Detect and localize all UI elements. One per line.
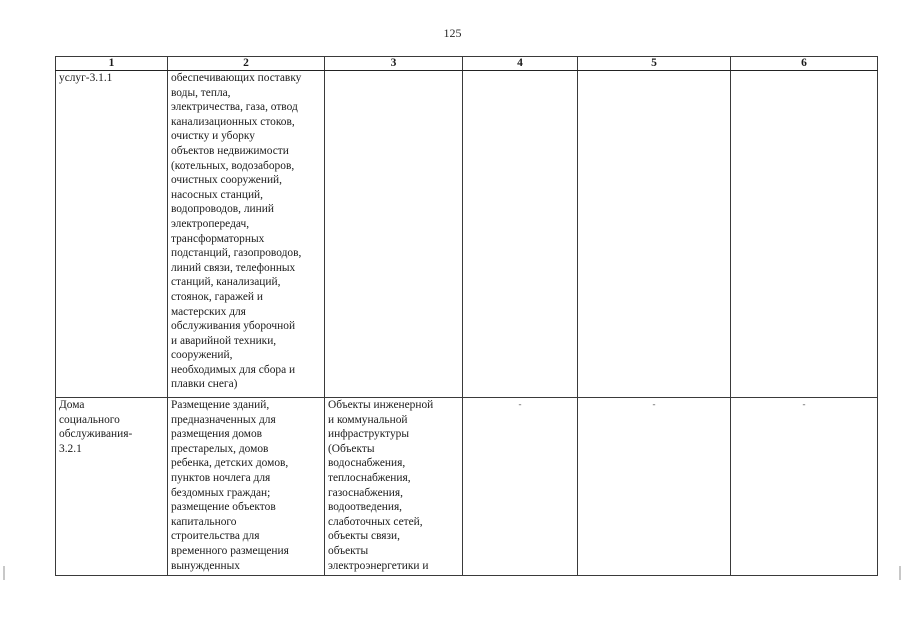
cell-col-5 bbox=[578, 71, 731, 398]
column-header-2: 2 bbox=[168, 57, 325, 71]
cell-permitted-objects: Объекты инженерной и коммунальной инфраструктуры (Объекты водоснабжения, теплоснабжения, газоснабжения, водоотведения, слаботочных сетей, объекты связи, объекты электроэнергетики и bbox=[325, 398, 463, 576]
table-header-row bbox=[56, 57, 878, 71]
cell-col-4: - bbox=[463, 398, 578, 576]
scan-edge-mark-right bbox=[899, 566, 901, 580]
cell-permitted-objects bbox=[325, 71, 463, 398]
column-header-1: 1 bbox=[56, 57, 168, 71]
column-header-4: 4 bbox=[463, 57, 578, 71]
column-header-3: 3 bbox=[325, 57, 463, 71]
table-row bbox=[56, 398, 878, 576]
page-number: 125 bbox=[443, 26, 462, 40]
cell-land-use-code: услуг-3.1.1 bbox=[56, 71, 168, 398]
cell-description: Размещение зданий, предназначенных для размещения домов престарелых, домов ребенка, детских домов, пунктов ночлега для бездомных граждан; размещение объектов капитального строительства для временного размещения вынужденных bbox=[168, 398, 325, 576]
cell-land-use-code: Дома социального обслуживания- 3.2.1 bbox=[56, 398, 168, 576]
table-row bbox=[56, 71, 878, 398]
cell-col-6: - bbox=[731, 398, 878, 576]
cell-description: обеспечивающих поставку воды, тепла, электричества, газа, отвод канализационных стоков, очистку и уборку объектов недвижимости (котельных, водозаборов, очистных сооружений, насосных станций, водопроводов, линий электропередач, трансформаторных подстанций, газопроводов, линий связи, телефонных станций, канализаций, стоянок, гаражей и мастерских для обслуживания уборочной и аварийной техники, сооружений, необходимых для сбора и плавки снега) bbox=[168, 71, 325, 398]
document-table bbox=[55, 56, 878, 576]
cell-col-6 bbox=[731, 71, 878, 398]
column-header-6: 6 bbox=[731, 57, 878, 71]
cell-col-5: - bbox=[578, 398, 731, 576]
column-header-5: 5 bbox=[578, 57, 731, 71]
scan-edge-mark-left bbox=[3, 566, 5, 580]
cell-col-4 bbox=[463, 71, 578, 398]
